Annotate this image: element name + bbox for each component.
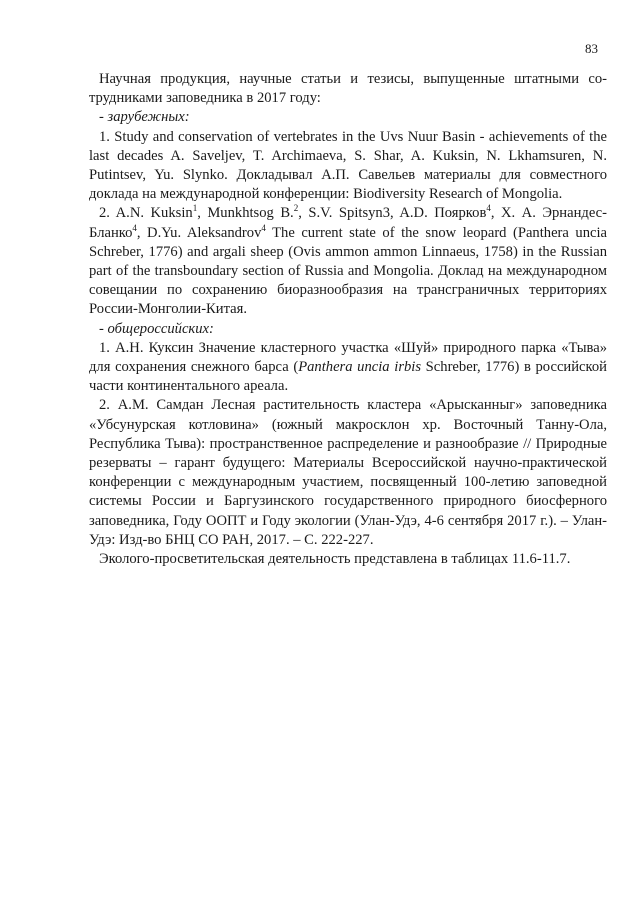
foreign-item-2 bbox=[89, 204, 607, 319]
author-text: , D.Yu. Aleksandrov bbox=[136, 224, 262, 241]
author-text: 2. A.N. Kuksin bbox=[99, 205, 193, 222]
item-body-text: The current state of the snow leopard (Panthera uncia Schreber, 1776) and argali sheep (Ovis ammon ammon Linnaeus, 1758) in the Russian part of the transboundary section of Russia and Mongolia. Доклад на международном совещании по сохранению биоразнообразия на трансграничных территориях России-Монголии-Китая. bbox=[89, 224, 608, 318]
affiliation-mark: 4 bbox=[132, 222, 137, 233]
affiliation-mark: 2 bbox=[293, 203, 299, 214]
species-name: Panthera uncia irbis bbox=[298, 359, 422, 376]
affiliation-mark: 1 bbox=[192, 203, 198, 214]
author-text: , Munkhtsog B. bbox=[197, 205, 294, 222]
foreign-item-1: 1. Study and conservation of vertebrates in the Uvs Nuur Basin - achievements of the last decades A. Saveljev, T. Archimaeva, S. Shar, A. Kuksin, N. Lkhamsuren, N. Putintsev, Yu. Slynko. Докладывал А.П. Савельев материалы для совместного доклада на международной конференции: Biodiversity Research of Mongolia. bbox=[89, 128, 607, 203]
page-content bbox=[89, 70, 607, 569]
domestic-item-2: 2. А.М. Самдан Лесная растительность кластера «Арысканныг» заповедника «Убсунурская котловина» (южный макросклон хр. Восточный Танну-Ола, Республика Тыва): пространственное распределение и разнообразие // Природные резерваты – гарант будущего: Материалы Всероссийской научно-практической конференции с международным участием, посвященный 100-летию заповедной системы России и Баргузинского государственного природного биосферного заповедника, Году ООПТ и Году экологии (Улан-Удэ, 4-6 сентября 2017 г.). – Улан-Удэ: Изд-во БНЦ СО РАН, 2017. – С. 222-227. bbox=[89, 397, 607, 548]
affiliation-mark: 4 bbox=[486, 203, 491, 214]
item-text-end: Schreber, 1776) в российской части континентального ареала. bbox=[89, 359, 607, 395]
domestic-item-1 bbox=[89, 339, 607, 397]
domestic-heading: - общероссийских: bbox=[99, 320, 214, 337]
author-text: , Х. А. Эрнандес-Бланко bbox=[89, 205, 607, 241]
author-text: , S.V. Spitsyn3, A.D. Поярков bbox=[298, 205, 487, 222]
intro-paragraph: Научная продукция, научные статьи и тезисы, выпущенные штатными сотрудниками заповедника в 2017 году: bbox=[89, 71, 607, 107]
foreign-heading: - зарубежных: bbox=[99, 109, 190, 126]
item-text-start: 1. А.Н. Куксин Значение кластерного участка «Шуй» природного парка «Тыва» для сохранения снежного барса ( bbox=[89, 339, 607, 376]
closing-paragraph: Эколого-просветительская деятельность представлена в таблицах 11.6-11.7. bbox=[99, 551, 571, 568]
page-number: 83 bbox=[585, 41, 598, 56]
affiliation-mark: 4 bbox=[261, 222, 266, 233]
